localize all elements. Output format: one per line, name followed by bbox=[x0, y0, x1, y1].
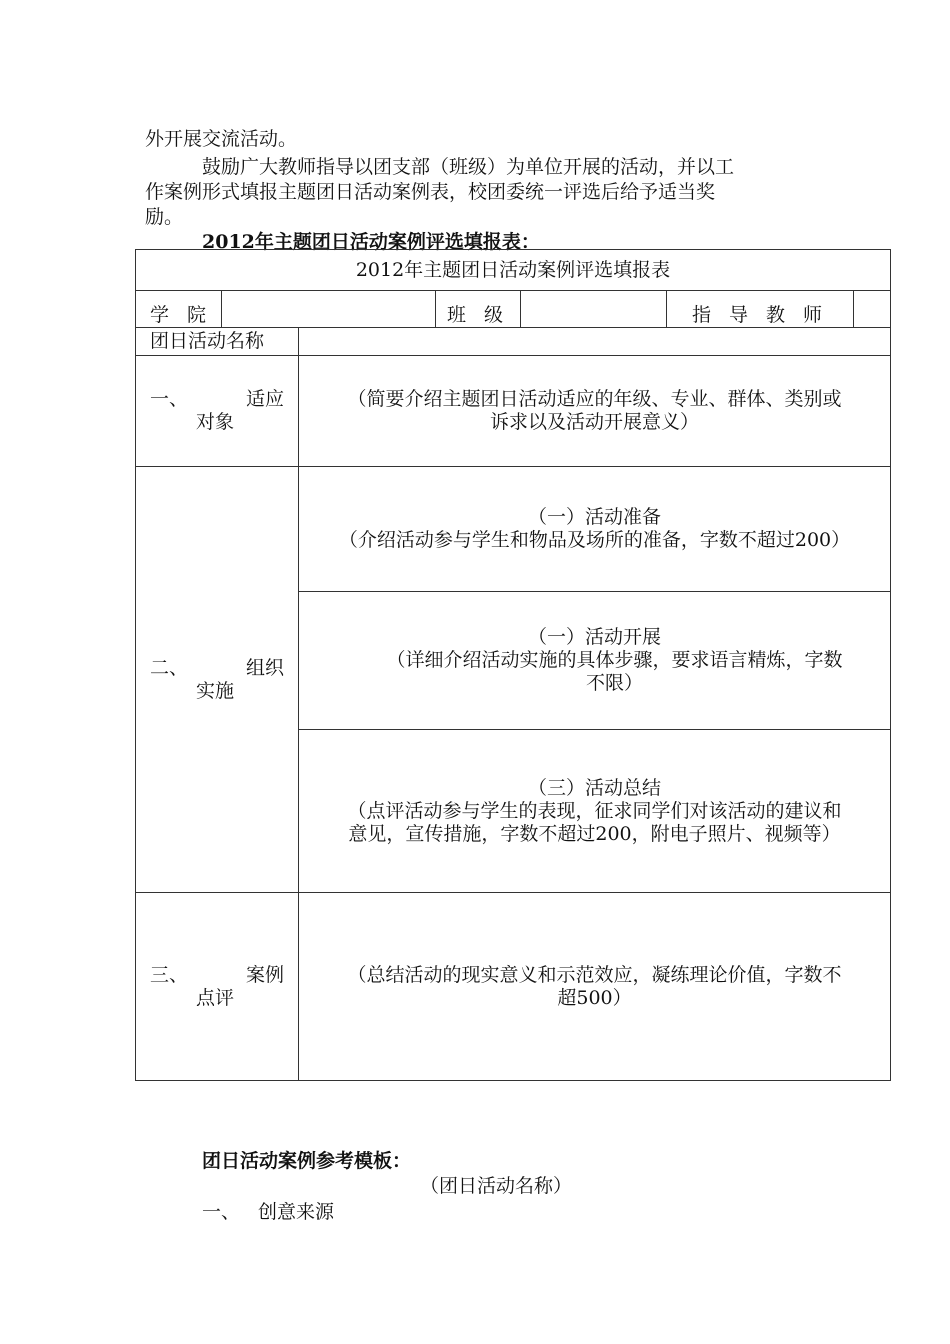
advisor-label: 指 导 教 师 bbox=[667, 291, 854, 328]
template-item-label: 创意来源 bbox=[258, 1201, 335, 1223]
section-applicable-label bbox=[136, 356, 299, 467]
form-caption: 2012年主题团日活动案例评选填报表： bbox=[202, 231, 540, 253]
hint-text: （点评活动参与学生的表现，征求同学们对该活动的建议和 bbox=[347, 799, 842, 822]
case-report-form bbox=[135, 249, 891, 1081]
section-number: 三、 bbox=[150, 963, 189, 986]
hint-text: 诉求以及活动开展意义） bbox=[490, 411, 700, 433]
hint-text: （总结活动的现实意义和示范效应，凝练理论价值，字数不 bbox=[347, 963, 842, 986]
activity-preparation-field[interactable] bbox=[299, 467, 891, 592]
template-name-placeholder: （团日活动名称） bbox=[420, 1175, 573, 1197]
form-title: 2012年主题团日活动案例评选填报表 bbox=[136, 250, 891, 291]
section-applicable-field[interactable] bbox=[299, 356, 891, 467]
section-label-word: 适应 bbox=[245, 388, 284, 410]
class-label: 班 级 bbox=[436, 291, 521, 328]
subsection-title: （三）活动总结 bbox=[528, 776, 662, 799]
section-number: 一、 bbox=[150, 388, 189, 410]
template-heading: 团日活动案例参考模板： bbox=[202, 1150, 412, 1172]
section-label-word: 对象 bbox=[196, 411, 235, 433]
subsection-title: （一）活动准备 bbox=[528, 506, 662, 528]
intro-paragraph-line: 励。 bbox=[145, 206, 184, 228]
hint-text: （介绍活动参与学生和物品及场所的准备，字数不超过200） bbox=[338, 529, 851, 551]
hint-text: （详细介绍活动实施的具体步骤，要求语言精炼，字数 bbox=[386, 649, 843, 671]
hint-text: 意见，宣传措施，字数不超过200，附电子照片、视频等） bbox=[348, 822, 841, 845]
activity-summary-field[interactable] bbox=[299, 730, 891, 893]
intro-paragraph-line: 作案例形式填报主题团日活动案例表，校团委统一评选后给予适当奖 bbox=[145, 181, 716, 203]
college-field[interactable] bbox=[222, 291, 436, 328]
hint-text: 超500） bbox=[557, 986, 632, 1009]
template-item-number: 一、 bbox=[202, 1201, 241, 1223]
college-label: 学 院 bbox=[136, 291, 222, 328]
section-implementation-label bbox=[136, 467, 299, 893]
hint-text: 不限） bbox=[586, 672, 644, 694]
subsection-title: （一）活动开展 bbox=[528, 626, 662, 648]
case-review-field[interactable] bbox=[299, 893, 891, 1081]
section-label-word: 组织 bbox=[245, 656, 284, 679]
advisor-field[interactable] bbox=[854, 291, 891, 328]
section-number: 二、 bbox=[150, 656, 189, 679]
section-review-label bbox=[136, 893, 299, 1081]
section-label-word: 案例 bbox=[245, 963, 284, 986]
intro-paragraph-line: 鼓励广大教师指导以团支部（班级）为单位开展的活动，并以工 bbox=[202, 156, 735, 178]
hint-text: （简要介绍主题团日活动适应的年级、专业、群体、类别或 bbox=[347, 388, 842, 410]
section-label-word: 点评 bbox=[196, 986, 235, 1009]
activity-name-label: 团日活动名称 bbox=[136, 328, 299, 356]
intro-line: 外开展交流活动。 bbox=[145, 128, 298, 150]
activity-name-field[interactable] bbox=[299, 328, 891, 356]
section-label-word: 实施 bbox=[196, 679, 235, 702]
activity-execution-field[interactable] bbox=[299, 592, 891, 730]
class-field[interactable] bbox=[521, 291, 667, 328]
